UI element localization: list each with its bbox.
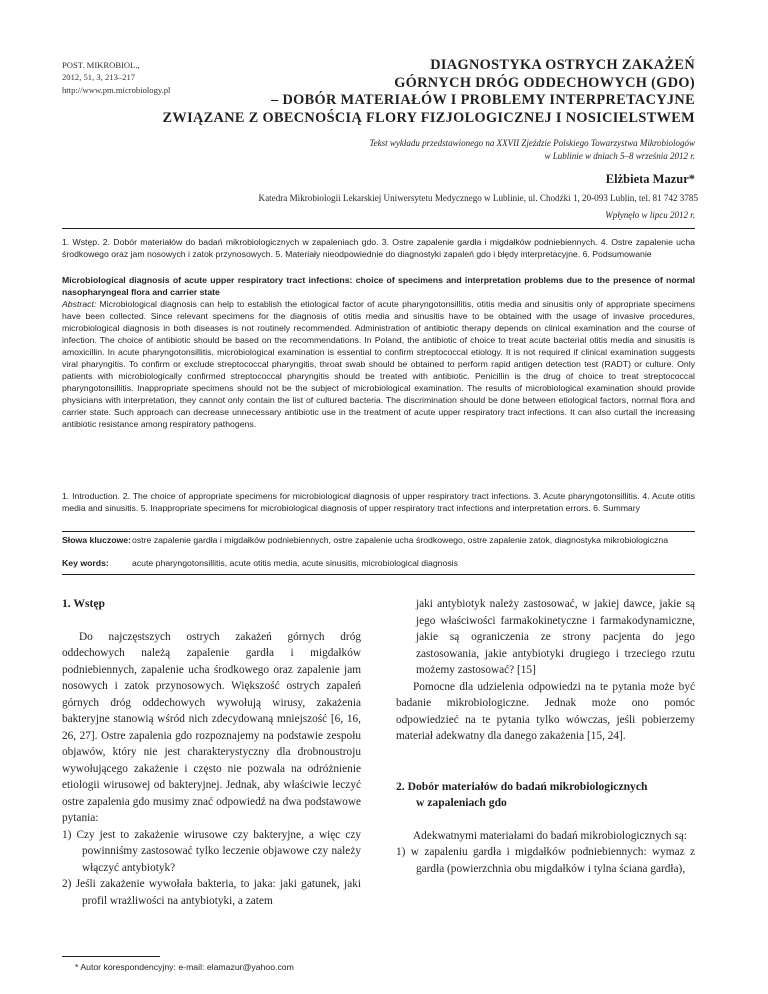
- title-line: – DOBÓR MATERIAŁÓW I PROBLEMY INTERPRETACYJNE: [271, 92, 695, 109]
- keywords-pl-label: Słowa kluczowe:: [62, 535, 132, 545]
- footnote: * Autor korespondencyjny: e-mail: elamazur@yahoo.com: [75, 962, 294, 972]
- abstract-label: Abstract:: [62, 299, 97, 309]
- contents-pl: 1. Wstęp. 2. Dobór materiałów do badań mikrobiologicznych w zapaleniach gdo. 3. Ostre zapalenie gardła i migdałków podniebiennych. 4. Ostre zapalenie ucha środkowego oraz jam nosowych i zatok przynosowych. 5. Materiały nieodpowiednie do diagnostyki zapaleń gdo i błędy interpretacyjne. 6. Podsumowanie: [62, 237, 695, 259]
- paragraph: Do najczęstszych ostrych zakażeń górnych dróg oddechowych należą zapalenie gardła i migdałków podniebiennych, zapalenie ucha środkowego oraz zapalenie jam nosowych i zatok przynosowych. Większość ostrych zapaleń górnych dróg oddechowych wywołują wirusy, zakażenia bakteryjne stanowią wśród nich zdecydowaną mniejszość [6, 16, 26, 27]. Ostre zapalenia gdo rozpoznajemy na podstawie zespołu objawów, który nie jest charakterystyczny dla drobnoustroju wywołującego zakażenie i często nie pozwala na odróżnienie etiologii wirusowej od bakteryjnej. Jednak, aby właściwie leczyć ostre zapalenia gdo musimy znać odpowiedź na dwa podstawowe pytania:: [62, 630, 361, 824]
- english-title: Microbiological diagnosis of acute upper respiratory tract infections: choice of specimens and interpretation problems due to the presence of normal nasopharyngeal flora and carrier state: [62, 275, 695, 297]
- journal-name: POST. MIKROBIOL.,: [62, 60, 140, 70]
- article-title: [163, 57, 695, 128]
- right-column: [396, 596, 695, 877]
- keywords-pl-value: ostre zapalenie gardła i migdałków podniebiennych, ostre zapalenie ucha środkowego, ostre zapalenie zatok, diagnostyka mikrobiologiczna: [132, 535, 669, 545]
- contents-en: 1. Introduction. 2. The choice of appropriate specimens for microbiological diagnosis of upper respiratory tract infections. 3. Acute pharyngotonsillitis. 4. Acute otitis media and sinusitis. 5. Inappropriate specimens for microbiological diagnosis of upper respiratory tract infections and interpretation errors. 6. Summary: [62, 491, 695, 513]
- list-item: 1) w zapaleniu gardła i migdałków podniebiennych: wymaz z gardła (powierzchnia obu migdałków i tylna ściana gardła),: [396, 846, 695, 875]
- paragraph: Adekwatnymi materiałami do badań mikrobiologicznych są:: [413, 829, 687, 842]
- keywords-en-label: Key words:: [62, 558, 109, 568]
- keywords-en: [62, 558, 695, 570]
- title-line: DIAGNOSTYKA OSTRYCH ZAKAŻEŃ: [430, 57, 695, 73]
- keywords-en-value: acute pharyngotonsillitis, acute otitis media, acute sinusitis, microbiological diagnosis: [132, 558, 458, 568]
- abstract: [62, 298, 695, 430]
- affiliation: Katedra Mikrobiologii Lekarskiej Uniwersytetu Medycznego w Lublinie, ul. Chodźki 1, 20-093 Lublin, tel. 81 742 3785: [258, 193, 698, 203]
- title-line: ZWIĄZANE Z OBECNOŚCIĄ FLORY FIZJOLOGICZNEJ I NOSICIELSTWEM: [162, 110, 695, 127]
- author-name: Elżbieta Mazur*: [605, 172, 695, 186]
- abstract-text: Microbiological diagnosis can help to establish the etiological factor of acute pharyngotonsillitis, otitis media and sinusitis only of appropriate specimens have been collected. Since relevant specimens for the diagnosis of otitis media and sinusitis have to be obtained with the usage of invasive procedures, microbiological diagnosis in both diseases is not routinely recommended. Administration of antibiotic therapy depends on clinical examination and the course of infection. The choice of antibiotic should be based on the recommendations. In Poland, the antibiotic of choice to treat acute bacterial otitis media and sinusitis is amoxicillin. In acute pharyngotonsillitis, microbiological examination is essential to confirm streptococcal etiology. It is not required if clinical examination suggests viral pharyngitis. To confirm or exclude streptococcal pharyngitis, throat swab should be obtained to perform rapid antigen detection test (RADT) or culture. Only patients with microbiologically confirmed streptococcal pharyngitis should be treated with antibiotic. Penicillin is the drug of choice to treat streptococcal pharyngotonsillitis. Inappropriate specimens should not be the subject of microbiological examination. The results of microbiological examination should provide physicians with interpretation, they cannot only contain the list of cultured bacteria. The discrimination should be done between etiological factors, normal flora and carrier state. Such approach can decrease unnecessary antibiotic use in the treatment of acute upper respiratory tract infections. It can also curtail the increasing antibiotic resistance among respiratory pathogens.: [62, 299, 695, 429]
- title-line: GÓRNYCH DRÓG ODDECHOWYCH (GDO): [394, 74, 695, 91]
- journal-citation: [62, 59, 170, 96]
- journal-volume: 2012, 51, 3, 213–217: [62, 72, 136, 83]
- lecture-note-line: w Lublinie w dniach 5–8 września 2012 r.: [544, 150, 695, 161]
- section-heading-line: 2. Dobór materiałów do badań mikrobiologicznych: [396, 779, 648, 793]
- list-item: 1) Czy jest to zakażenie wirusowe czy bakteryjne, a więc czy powinniśmy zastosować tylko leczenie objawowe czy należy włączyć antybiotyk?: [62, 828, 361, 874]
- list-item: 2) Jeśli zakażenie wywołała bakteria, to jaka: jaki gatunek, jaki profil wrażliwości na antybiotyki, a zatem: [62, 878, 361, 907]
- keywords-pl: [62, 535, 695, 547]
- left-column: [62, 596, 361, 909]
- section-heading: [396, 779, 695, 812]
- section-heading-line: w zapaleniach gdo: [416, 796, 507, 809]
- paragraph: jaki antybiotyk należy zastosować, w jakiej dawce, jakie są jego właściwości farmakokinetyczne i farmakodynamiczne, jakie są ograniczenia ze strony pacjenta do jego zastosowania, jakie antybiotyki drugiego i trzeciego rzutu możemy zastosować? [15]: [416, 598, 695, 676]
- divider: [62, 228, 695, 229]
- lecture-note-line: Tekst wykładu przedstawionego na XXVII Zjeździe Polskiego Towarzystwa Mikrobiologów: [369, 138, 695, 148]
- journal-url[interactable]: http://www.pm.microbiology.pl: [62, 84, 171, 95]
- footnote-divider: [62, 956, 160, 957]
- divider: [62, 574, 695, 575]
- lecture-note: [370, 137, 696, 162]
- divider: [62, 531, 695, 532]
- section-heading: 1. Wstęp: [62, 597, 105, 610]
- paragraph: Pomocne dla udzielenia odpowiedzi na te pytania może być badanie mikrobiologiczne. Jednak może ono pomóc odpowiedzieć na te pytania tylko wówczas, jeśli pobierzemy materiał adekwatny dla danego zakażenia [15, 24].: [396, 680, 695, 742]
- received-date: Wpłynęło w lipcu 2012 r.: [605, 210, 695, 220]
